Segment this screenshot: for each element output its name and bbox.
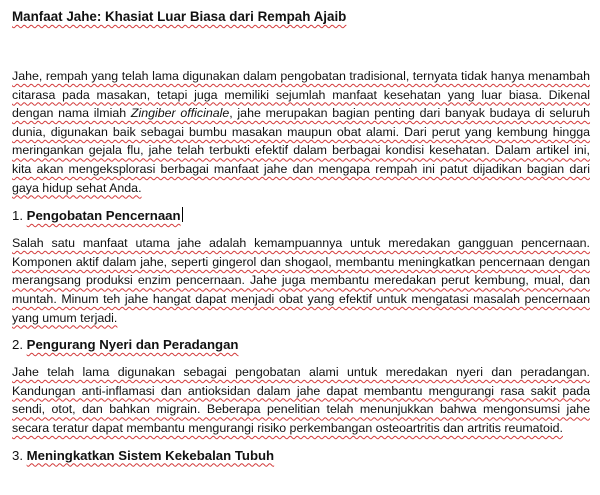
section-1-heading[interactable]: [12, 207, 590, 225]
intro-text-before[interactable]: Jahe, rempah yang telah lama digunakan dalam pengobatan tradisional, ternyata tidak hanya menambah citarasa pada masakan, tetapi juga memiliki sejumlah manfaat kesehatan yang luar biasa. Dikenal dengan nama ilmiah: [12, 69, 590, 121]
intro-text-after[interactable]: , jahe merupakan bagian penting dari banyak budaya di seluruh dunia, digunakan baik sebagai bumbu masakan maupun obat alami. Dari perut yang kembung hingga meringankan gejala flu, jahe telah terbukti efektif dalam berbagai kondisi kesehatan. Dalam artikel ini, kita akan mengeksplorasi berbagai manfaat jahe dan mengapa rempah ini patut dijadikan bagian dari gaya hidup sehat Anda.: [12, 106, 591, 195]
section-2-heading-text[interactable]: Pengurang Nyeri dan Peradangan: [26, 337, 239, 353]
section-2-number: 2.: [12, 337, 23, 353]
section-3-heading-text[interactable]: Meningkatkan Sistem Kekebalan Tubuh: [26, 447, 275, 463]
document-title[interactable]: Manfaat Jahe: Khasiat Luar Biasa dari Rempah Ajaib: [12, 9, 347, 24]
section-2-paragraph[interactable]: Jahe telah lama digunakan sebagai pengobatan alami untuk meredakan nyeri dan peradangan. Kandungan anti-inflamasi dan antioksidan dalam jahe dapat membantu mengurangi rasa sakit pada sendi, otot, dan bahkan migrain. Beberapa penelitian telah menunjukkan bahwa mengonsumsi jahe secara teratur dapat membantu mengurangi risiko perkembangan osteoartritis dan artritis reumatoid.: [12, 365, 590, 435]
section-3-heading[interactable]: [12, 447, 590, 465]
intro-paragraph[interactable]: [12, 67, 590, 197]
section-1-number: 1.: [12, 208, 23, 224]
section-2-heading[interactable]: [12, 336, 590, 354]
scientific-name[interactable]: Zingiber officinale: [130, 106, 230, 121]
section-1-heading-text[interactable]: Pengobatan Pencernaan: [26, 208, 181, 224]
section-1-paragraph[interactable]: Salah satu manfaat utama jahe adalah kemampuannya untuk meredakan gangguan pencernaan. Komponen aktif dalam jahe, seperti gingerol dan shogaol, membantu meningkatkan pencernaan dengan merangsang produksi enzim pencernaan. Jahe juga membantu meredakan perut kembung, mual, dan muntah. Minum teh jahe hangat dapat menjadi obat yang efektif untuk mengatasi masalah pencernaan yang umum terjadi.: [12, 236, 590, 325]
section-3-number: 3.: [12, 447, 23, 463]
document-page[interactable]: [12, 8, 590, 474]
text-cursor: [182, 207, 183, 222]
